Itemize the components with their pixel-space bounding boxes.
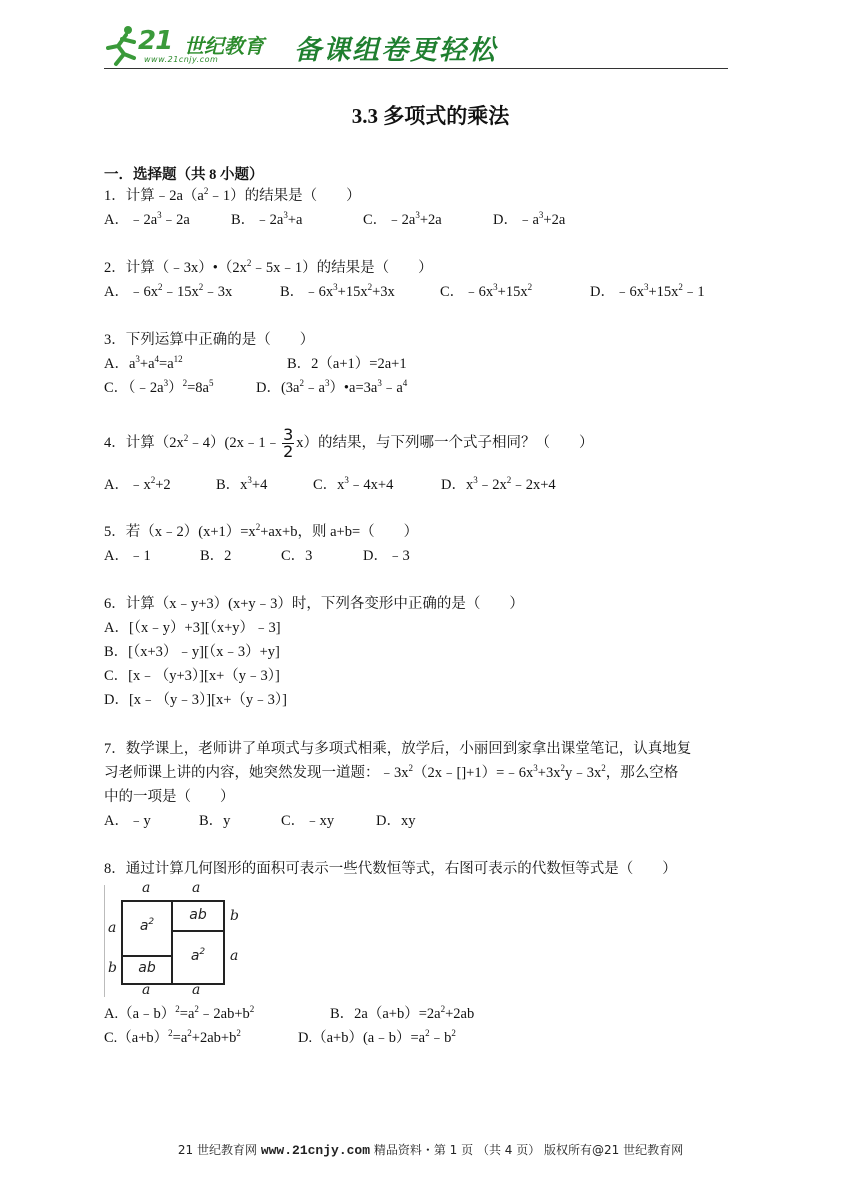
question-8-options-row2 [104,1026,456,1050]
option-d: D．$﹣6x^3+15x^2﹣1$ [590,282,705,300]
question-5-stem: 5．若$(x﹣2)(x+1)=x^2+ax+b$，则 a+b=（ ） [104,522,419,540]
option-a: A．$﹣6x^2﹣15x^2﹣3x$ [104,282,233,300]
question-6-option-b: B．[（x+3）﹣y][（x﹣3）+y] [104,644,280,660]
question-1-options [104,208,565,232]
question-7-line-1: 7．数学课上，老师讲了单项式与多项式相乘，放学后，小丽回到家拿出课堂笔记，认真地复 [104,741,692,757]
cell-a-squared-1: $a^2$ [139,917,155,934]
figure-left-label-1: a [108,920,117,936]
figure-right-label-2: a [230,948,239,964]
question-5-options [104,544,410,568]
option-a: A．﹣y [104,813,151,829]
page-footer [0,1141,861,1158]
option-b: B．$x^3+4$ [216,475,268,493]
question-4-stem: 4．计算$(2x^2﹣4)(2x﹣1﹣$ $\frac{3}{2}$ x）的结果，与下列哪一个式子相同？（ ） [104,425,594,462]
option-a: A．$a^3+a^4=a^{12}$ [104,354,183,372]
cell-ab-1: ab [189,907,207,923]
option-c: C．$﹣6x^3+15x^2$ [440,282,533,300]
question-8-options-row1 [104,1002,474,1026]
question-3-options-row2 [104,376,407,400]
question-3-options-row1 [104,352,407,376]
option-a: A．﹣1 [104,548,151,564]
option-c: C．﹣xy [281,813,335,829]
option-c: $C.(a+b)^2=a^2+2ab+b^2$ [104,1028,241,1046]
logo-name: 世纪教育 [184,34,264,58]
figure-bottom-label-1: a [142,982,151,998]
figure-left-edge [104,885,105,997]
option-c: C．3 [281,548,313,564]
page-header [104,24,728,70]
question-1-stem: 1．计算$﹣2a(a^2﹣1)$的结果是（ ） [104,186,361,204]
option-c: C．$﹣2a^3+2a$ [363,210,442,228]
option-d: D．$(3a^2﹣a^3)•a=3a^3﹣a^4$ [256,378,408,396]
cell-ab-2: ab [138,960,156,976]
footer-page-info: 精品资料・第 1 页 （共 4 页） 版权所有@21 世纪教育网 [373,1143,684,1157]
option-b: B．2（a+1）=2a+1 [287,356,407,372]
question-6-option-c: C．[x﹣（y+3）][x+（y﹣3）] [104,668,280,684]
option-b: B．$﹣6x^3+15x^2+3x$ [280,282,395,300]
option-d: D．﹣3 [363,548,410,564]
figure-bottom-label-2: a [192,982,201,998]
question-6-option-d: D．[x﹣（y﹣3）][x+（y﹣3）] [104,692,287,708]
area-figure [104,880,244,998]
question-6-option-a: A．[（x﹣y）+3][（x+y）﹣3] [104,620,281,636]
question-2-options [104,280,705,304]
question-3-stem: 3．下列运算中正确的是（ ） [104,332,315,348]
footer-url: www.21cnjy.com [260,1143,371,1158]
cell-a-squared-2: $a^2$ [190,947,206,964]
question-6-stem: 6．计算（x﹣y+3）(x+y﹣3）时，下列各变形中正确的是（ ） [104,596,524,612]
option-a: A．$﹣x^2+2$ [104,475,171,493]
figure-right-label-1: b [230,908,239,924]
page-title: 3.3 多项式的乘法 [351,104,510,128]
section-heading: 一．选择题（共 8 小题） [104,167,264,183]
header-slogan: 备课组卷更轻松 [294,35,497,66]
option-c: C．$x^3﹣4x+4$ [313,475,394,493]
question-4-options [104,473,556,497]
option-b: B．$2a(a+b)=2a^2+2ab$ [330,1004,475,1022]
question-2-stem: 2．计算$(﹣3x)•(2x^2﹣5x﹣1)$的结果是（ ） [104,258,433,276]
option-b: B．$﹣2a^3+a$ [231,210,303,228]
option-b: B．2 [200,548,232,564]
option-d: D．xy [376,813,416,829]
header-divider [104,68,728,69]
logo-number: 21 [138,26,173,56]
option-a: $A.(a﹣b)^2=a^2﹣2ab+b^2$ [104,1004,255,1022]
question-7-line-2: 习老师课上讲的内容，她突然发现一道题：$﹣3x^2(2x﹣[]+1)=﹣6x^3+3x^2y﹣3x^2$，那么空格 [104,763,679,781]
question-7-line-3: 中的一项是（ ） [104,789,235,805]
figure-top-label-1: a [142,880,151,896]
fraction-three-halves: $\frac{3}{2}$ [283,425,294,462]
figure-top-label-2: a [192,880,201,896]
option-b: B．y [199,813,231,829]
option-d: D．$x^3﹣2x^2﹣2x+4$ [441,475,556,493]
figure-left-label-2: b [108,960,117,976]
option-c: C．$(﹣2a^3)^2=8a^5$ [104,378,214,396]
footer-site-name: 21 世纪教育网 [177,1143,257,1157]
option-d: $D.(a+b)(a﹣b)=a^2﹣b^2$ [298,1028,456,1046]
question-7-options [104,809,415,833]
option-d: D．$﹣a^3+2a$ [493,210,566,228]
option-a: A．$﹣2a^3﹣2a$ [104,210,190,228]
logo-url: www.21cnjy.com [144,55,219,64]
question-8-stem: 8．通过计算几何图形的面积可表示一些代数恒等式，右图可表示的代数恒等式是（ ） [104,861,677,877]
